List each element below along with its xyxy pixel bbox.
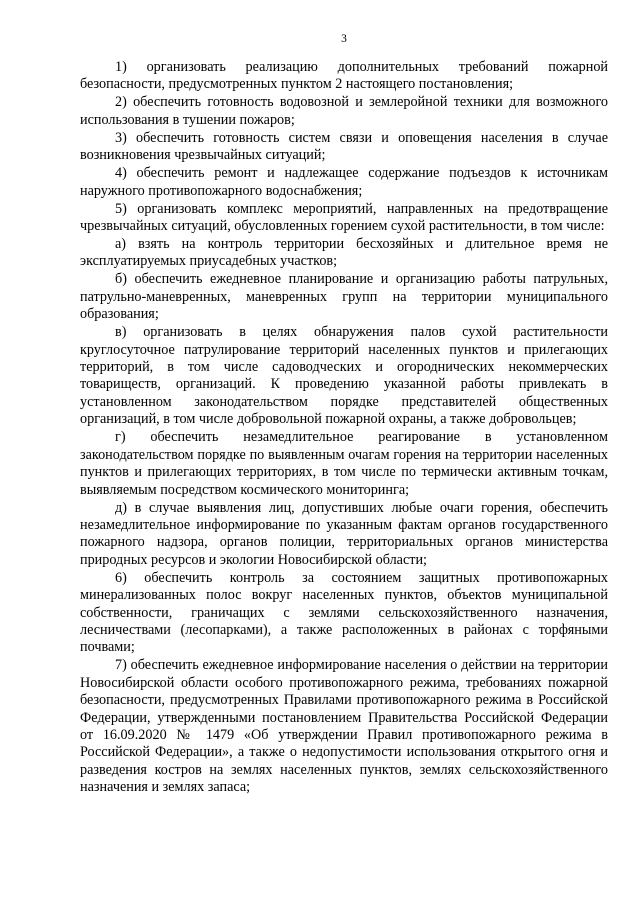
paragraph-subitem-b: б) обеспечить ежедневное планирование и организацию работы патрульных, патрульно-маневренных, маневренных групп на территории муниципального образования;: [80, 271, 608, 323]
paragraph-item-3: 3) обеспечить готовность систем связи и оповещения населения в случае возникновения чрезвычайных ситуаций;: [80, 129, 608, 164]
document-body: [80, 59, 608, 797]
page-number: 3: [341, 33, 347, 45]
paragraph-item-7: 7) обеспечить ежедневное информирование населения о действии на территории Новосибирской области особого противопожарного режима, требованиях пожарной безопасности, предусмотренных Правилами противопожарного режима в Российской Федерации, утвержденными постановлением Правительства Российской Федерации от 16.09.2020 № 1479 «Об утверждении Правил противопожарного режима в Российской Федерации», а также о недопустимости использования открытого огня и разведения костров на землях населенных пунктов, землях сельскохозяйственного назначения и землях запаса;: [80, 657, 608, 796]
paragraph-item-4: 4) обеспечить ремонт и надлежащее содержание подъездов к источникам наружного противопожарного водоснабжения;: [80, 165, 608, 199]
paragraph-subitem-g: г) обеспечить незамедлительное реагирование в установленном законодательством порядке по выявленным очагам горения на территории населенных пунктов и прилегающих территориях, в том числе по термически активным точкам, выявляемым посредством космического мониторинга;: [80, 429, 608, 498]
paragraph-item-2: 2) обеспечить готовность водовозной и землеройной техники для возможного использования в тушении пожаров;: [80, 94, 608, 128]
paragraph-item-6: 6) обеспечить контроль за состоянием защитных противопожарных минерализованных полос вокруг населенных пунктов, объектов муниципальной собственности, граничащих с землями сельскохозяйственного назначения, лесничествами (лесопарками), а также расположенных в районах с торфяными почвами;: [80, 569, 608, 656]
paragraph-item-5: 5) организовать комплекс мероприятий, направленных на предотвращение чрезвычайных ситуаций, обусловленных горением сухой растительности, в том числе:: [80, 200, 608, 235]
document-page: [80, 32, 608, 797]
paragraph-item-1: 1) организовать реализацию дополнительных требований пожарной безопасности, предусмотренных пунктом 2 настоящего постановления;: [80, 59, 608, 93]
paragraph-subitem-a: а) взять на контроль территории бесхозяйных и длительное время не эксплуатируемых приусадебных участков;: [80, 236, 608, 270]
paragraph-subitem-v: в) организовать в целях обнаружения палов сухой растительности круглосуточное патрулирование территорий населенных пунктов и прилегающих территорий, в том числе садоводческих и огороднических некоммерческих товариществ, организаций. К проведению указанной работы привлекать в установленном законодательством порядке представителей общественных организаций, в том числе добровольной пожарной охраны, а также добровольцев;: [80, 324, 608, 428]
paragraph-subitem-d: д) в случае выявления лиц, допустивших любые очаги горения, обеспечить незамедлительное информирование по указанным фактам органов государственного пожарного надзора, органов полиции, территориальных органов министерства природных ресурсов и экологии Новосибирской области;: [80, 499, 608, 568]
